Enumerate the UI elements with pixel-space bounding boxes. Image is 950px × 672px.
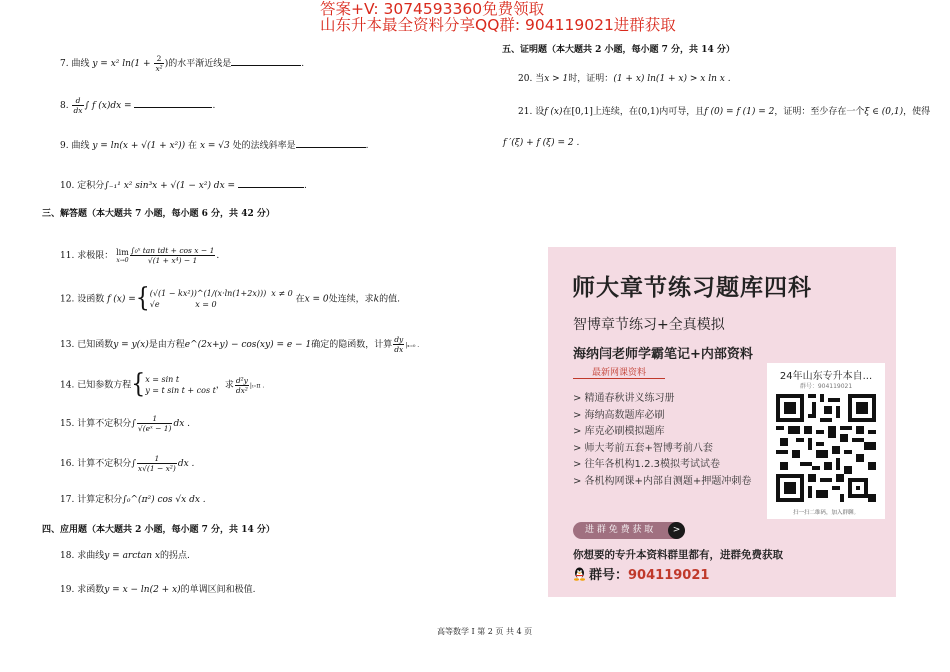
promo-subtitle-2: 海纳闫老师学霸笔记+内部资料 [573, 347, 753, 362]
q9-answer-blank [296, 138, 366, 148]
q14-number: 14. [60, 380, 75, 391]
q8-expr: ∫ f (x)dx = [84, 101, 132, 111]
qr-code-icon[interactable] [776, 394, 876, 502]
promo-list-item: > 往年各机构1.2.3模拟考试试卷 [573, 459, 721, 470]
q15-fraction: $\frac{1}{\text{√(eˣ − 1)}}$ [137, 414, 172, 433]
question-21: 21. 设f (x)在[0,1]上连续，在(0,1)内可导，且f (0) = f (1) = 2，证明：至少存在一个ξ ∈ (0,1)，使得 [518, 107, 931, 117]
q8-number: 8. [60, 101, 69, 111]
q19-expr: y = x − ln(2 + x) [104, 585, 181, 595]
q19-number: 19. [60, 585, 75, 595]
promo-title: 师大章节练习题库四科 [572, 275, 812, 301]
question-21-line-2: f ′(ξ) + f (ξ) = 2 . [503, 138, 580, 148]
question-8: 8. $\frac{d}{dx}$ ∫ f (x)dx = . [60, 96, 216, 115]
promo-list-item: > 各机构网课+内部自测题+押题冲刺卷 [573, 475, 752, 487]
section-5-heading: 五、证明题（本大题共 2 小题，每小题 7 分，共 14 分） [502, 45, 735, 55]
q20-number: 20. [518, 74, 533, 84]
arrow-right-icon: > [668, 522, 685, 539]
q8-derivative: $\frac{d}{dx}$ [73, 96, 83, 115]
q10-answer-blank [238, 178, 304, 188]
question-20: 20. 当x > 1时，证明：(1 + x) ln(1 + x) > x ln x . [518, 74, 731, 84]
qr-card[interactable] [767, 363, 885, 519]
q21-number: 21. [518, 107, 533, 117]
promo-list-item: > 海纳高数题库必刷 [573, 409, 665, 421]
q7-text: 曲线 [71, 59, 90, 69]
question-9: 9. 曲线 y = ln(x + √(1 + x²)) 在 x = √3 处的法线斜率是 . [60, 138, 369, 152]
group-number-label: 群号： [589, 568, 629, 583]
q12-number: 12. [60, 294, 75, 305]
join-group-button[interactable] [573, 522, 685, 539]
promo-list-item: > 师大考前五套+智博考前八套 [573, 442, 713, 454]
question-12: 12. 设函数 f (x) ={ (√(1 − kx²))^(1/(x·ln(1+2x))) x ≠ 0 √e x = 0 在x = 0处连续，求k的值. [60, 283, 401, 314]
question-16: 16. 计算不定积分∫ $\frac{1}{\text{x√(1 − x²)}}$ dx . [60, 454, 195, 473]
question-18: 18. 求曲线y = arctan x的拐点. [60, 551, 190, 561]
promo-card[interactable] [548, 247, 896, 597]
question-15: 15. 计算不定积分∫ $\frac{1}{\text{√(eˣ − 1)}}$ dx . [60, 414, 191, 433]
q9-number: 9. [60, 141, 69, 151]
question-19: 19. 求函数y = x − ln(2 + x)的单调区间和极值. [60, 585, 256, 595]
q9-expr2: x = √3 [199, 141, 230, 151]
q7-text-b: )的水平渐近线是 [164, 59, 232, 69]
question-10: 10. 定积分∫₋₁¹ x² sin³x + √(1 − x²) dx = . [60, 178, 307, 192]
group-number-line [573, 564, 709, 583]
q18-expr: y = arctan x [104, 551, 160, 561]
group-number-value: 904119021 [628, 568, 710, 583]
q7-expr: y = x² ln(1 + [92, 59, 154, 69]
q7-number: 7. [60, 59, 69, 69]
question-11: 11. 求极限： lim x→0 $\frac{\text{∫₀ˣ tan tdt + cos x − 1}}{\text{√(1 + x⁴) − 1}}$ . [60, 246, 220, 265]
q14-brace: { [131, 369, 146, 400]
promo-note: 你想要的专升本资料群里都有，进群免费获取 [573, 549, 783, 561]
q10-expr: ∫₋₁¹ x² sin³x + √(1 − x²) dx = [104, 181, 236, 191]
promo-list [573, 391, 751, 490]
q11-fraction: $\frac{\text{∫₀ˣ tan tdt + cos x − 1}}{\text{√(1 + x⁴) − 1}}$ [130, 246, 215, 265]
q11-number: 11. [60, 251, 75, 261]
q9-expr: y = ln(x + √(1 + x²)) [92, 141, 186, 151]
q20-inequality: (1 + x) ln(1 + x) > x ln x . [613, 74, 731, 84]
q18-number: 18. [60, 551, 75, 561]
q13-number: 13. [60, 340, 75, 350]
q7-answer-blank [231, 56, 301, 66]
q12-brace: { [135, 283, 150, 314]
question-17: 17. 计算定积分∫₀^(π²) cos √x dx . [60, 495, 206, 505]
promo-list-item: > 库克必刷模拟题库 [573, 426, 665, 437]
q14-cases: x = sin t y = t sin t + cos t [145, 375, 216, 395]
qr-card-title: 24年山东专升本自... [779, 371, 873, 382]
q17-expr: ∫₀^(π²) cos √x dx . [122, 495, 206, 505]
q12-cases: (√(1 − kx²))^(1/(x·ln(1+2x))) x ≠ 0 √e x = 0 [149, 289, 293, 309]
question-7: 7. 曲线 y = x² ln(1 + $\frac{2}{\text{x²}}$ )的水平渐近线是 . [60, 54, 305, 73]
join-group-button-label: 进 群 免 费 获 取 [585, 525, 654, 535]
q7-fraction: $\frac{2}{\text{x²}}$ [155, 54, 163, 73]
watermark-line-1: 答案+V: 3074593360免费领取 [320, 0, 545, 18]
page-footer: 高等数学 I 第 2 页 共 4 页 [437, 627, 533, 636]
question-14: 14. 已知参数方程{ x = sin t y = t sin t + cos t ，求 $\frac{\text{d²y}}{\text{dx²}}$ |ₜ₌π . [60, 369, 265, 400]
q8-answer-blank [134, 98, 212, 108]
q11-limit: lim x→0 [116, 248, 129, 264]
qr-card-group-number: 群号：904119021 [799, 383, 853, 390]
promo-subtitle: 智博章节练习+全真模拟 [573, 317, 725, 333]
qr-card-footer: 扫一扫二维码，加入群聊。 [792, 510, 859, 516]
watermark-line-2: 山东升本最全资料分享QQ群: 904119021进群获取 [320, 16, 676, 34]
q13-equation: e^(2x+y) − cos(xy) = e − 1 [184, 340, 312, 350]
q17-number: 17. [60, 495, 75, 505]
qq-penguin-icon [573, 567, 586, 581]
q15-number: 15. [60, 419, 75, 429]
q13-derivative: $\frac{dy}{dx}$ [394, 335, 404, 354]
q12-expr: f (x) = [107, 294, 136, 305]
promo-list-item: > 精通春秋讲义练习册 [573, 393, 675, 404]
q13-expr: y = y(x) [113, 340, 149, 350]
promo-tag: 最新网课资料 [573, 365, 665, 379]
section-3-heading: 三、解答题（本大题共 7 小题，每小题 6 分，共 42 分） [42, 209, 275, 219]
q10-number: 10. [60, 181, 75, 191]
question-13: 13. 已知函数y = y(x)是由方程e^(2x+y) − cos(xy) = e − 1确定的隐函数，计算 $\frac{dy}{dx}$ |ₓ₌₀ . [60, 335, 420, 354]
q16-fraction: $\frac{1}{\text{x√(1 − x²)}}$ [137, 454, 176, 473]
section-4-heading: 四、应用题（本大题共 2 小题，每小题 7 分，共 14 分） [42, 525, 275, 535]
q14-second-derivative: $\frac{\text{d²y}}{\text{dx²}}$ [235, 375, 248, 395]
q16-number: 16. [60, 459, 75, 469]
